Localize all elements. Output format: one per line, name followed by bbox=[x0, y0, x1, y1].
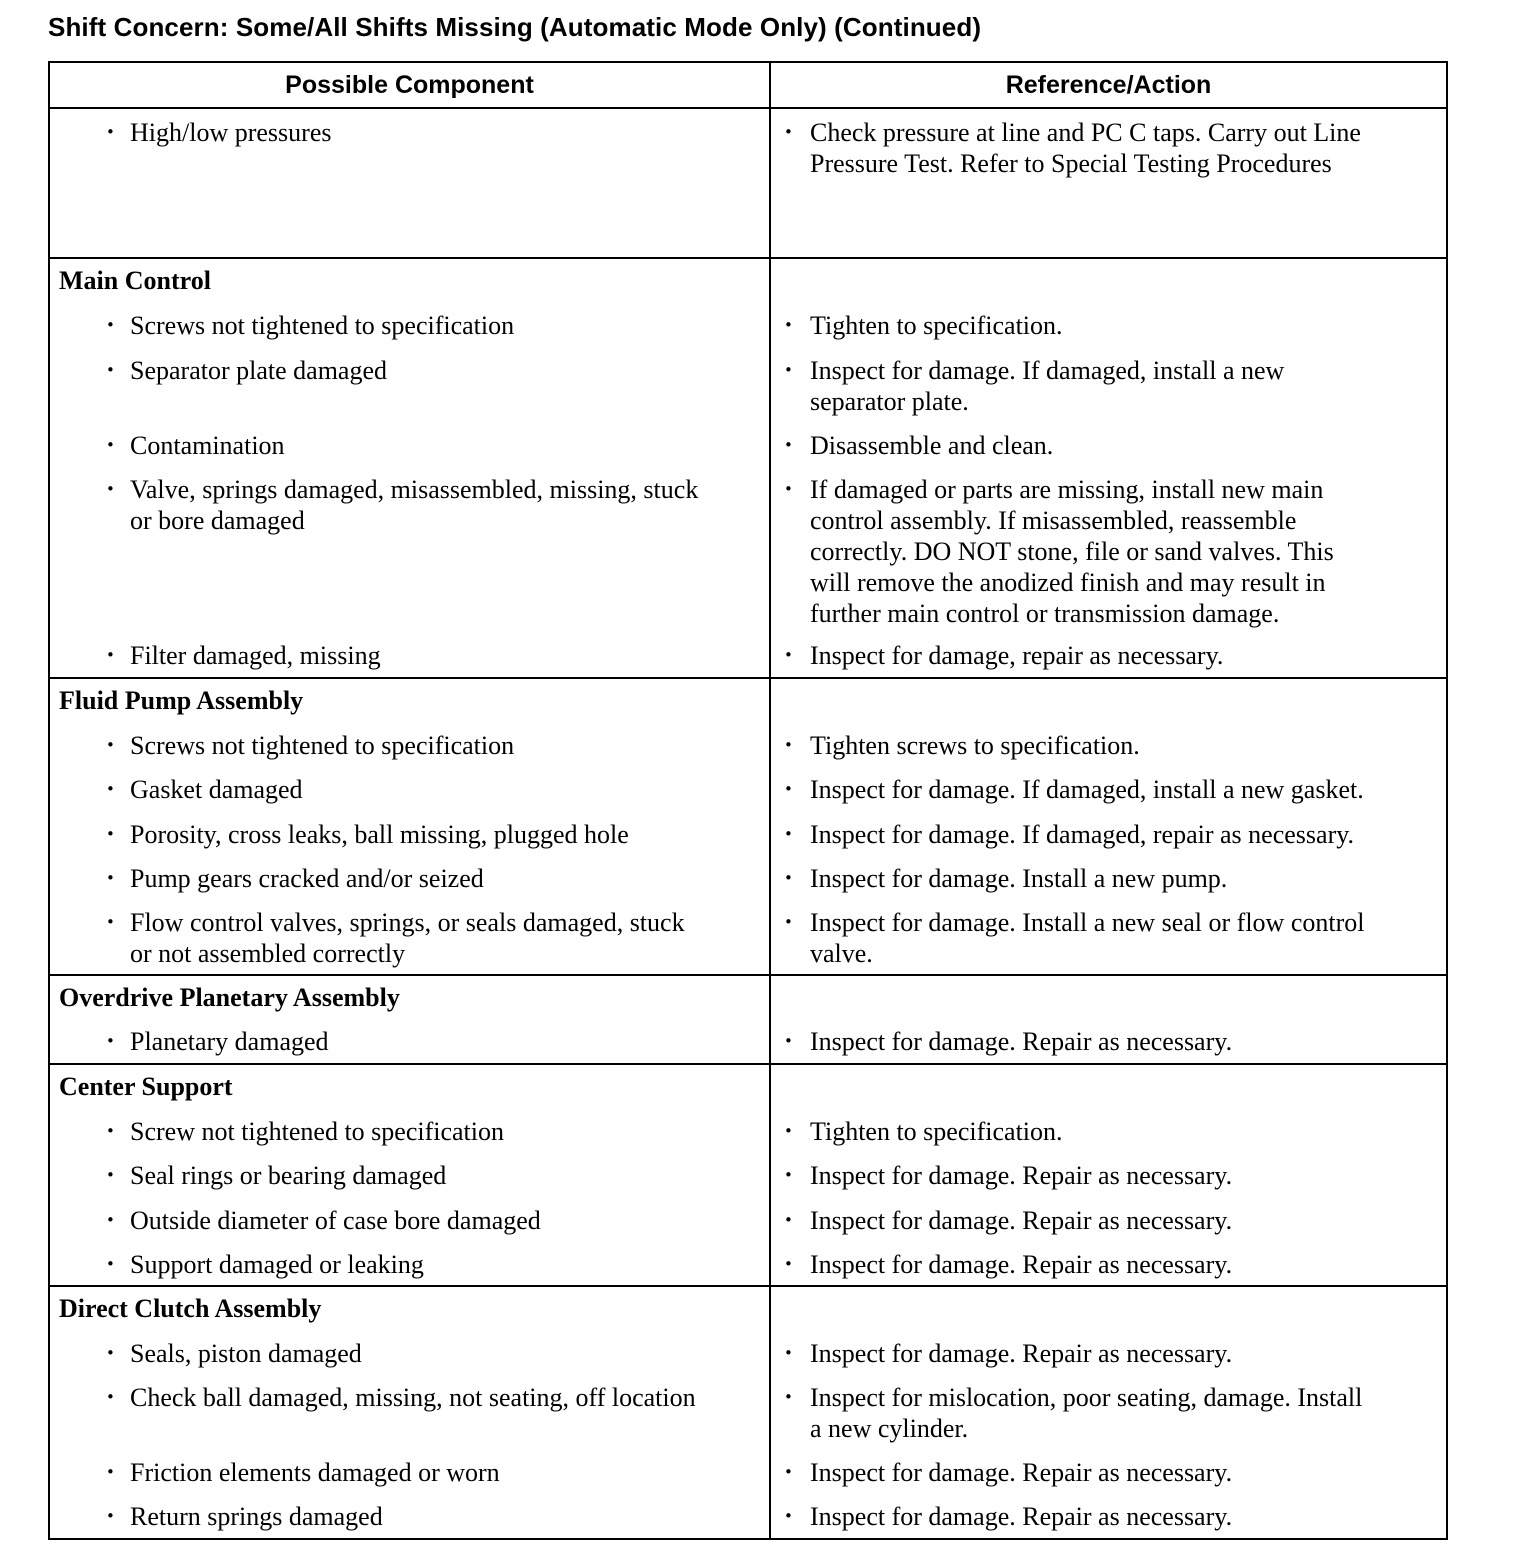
page-title: Shift Concern: Some/All Shifts Missing (Automatic Mode Only) (Continued) bbox=[48, 12, 982, 42]
component-item: • Porosity, cross leaks, ball missing, plugged hole bbox=[106, 820, 629, 849]
bullet-icon: • bbox=[106, 480, 115, 498]
component-item: • Filter damaged, missing bbox=[106, 641, 381, 670]
action-item: • Tighten to specification. bbox=[784, 1117, 1063, 1146]
bullet-icon: • bbox=[784, 1388, 793, 1406]
bullet-icon: • bbox=[784, 646, 793, 664]
bullet-icon: • bbox=[784, 1032, 793, 1050]
component-item: • Pump gears cracked and/or seized bbox=[106, 864, 484, 893]
bullet-icon: • bbox=[784, 1255, 793, 1273]
component-item: • Outside diameter of case bore damaged bbox=[106, 1206, 541, 1235]
action-item: • Inspect for damage. Repair as necessary. bbox=[784, 1250, 1233, 1279]
bullet-icon: • bbox=[784, 1122, 793, 1140]
component-item: • Separator plate damaged bbox=[106, 356, 387, 385]
action-item: • Inspect for damage. Repair as necessary. bbox=[784, 1206, 1233, 1235]
component-item: • Seals, piston damaged bbox=[106, 1339, 362, 1368]
bullet-icon: • bbox=[106, 1255, 115, 1273]
section-overdrive-planetary bbox=[50, 976, 1446, 1065]
action-item: • Disassemble and clean. bbox=[784, 431, 1054, 460]
component-item: • Contamination bbox=[106, 431, 285, 460]
section-title: Overdrive Planetary Assembly bbox=[59, 983, 400, 1012]
bullet-icon: • bbox=[784, 780, 793, 798]
action-item: • Inspect for damage, repair as necessary. bbox=[784, 641, 1224, 670]
action-item: • Tighten to specification. bbox=[784, 311, 1063, 340]
action-item: • Inspect for damage. Repair as necessary. bbox=[784, 1161, 1233, 1190]
action-item: • Inspect for damage. If damaged, install a new gasket. bbox=[784, 775, 1364, 804]
action-item: • Inspect for damage. Repair as necessary. bbox=[784, 1502, 1233, 1531]
action-item: • Inspect for damage. If damaged, install a new separator plate. bbox=[784, 356, 1285, 416]
bullet-icon: • bbox=[106, 1166, 115, 1184]
bullet-icon: • bbox=[106, 1507, 115, 1525]
bullet-icon: • bbox=[784, 825, 793, 843]
component-item: • Friction elements damaged or worn bbox=[106, 1458, 500, 1487]
bullet-icon: • bbox=[106, 436, 115, 454]
bullet-icon: • bbox=[784, 869, 793, 887]
component-item: • Support damaged or leaking bbox=[106, 1250, 424, 1279]
component-item: • Screws not tightened to specification bbox=[106, 731, 515, 760]
bullet-icon: • bbox=[106, 316, 115, 334]
action-item: • Inspect for damage. Repair as necessary. bbox=[784, 1458, 1233, 1487]
action-item: • Inspect for mislocation, poor seating, damage. Install a new cylinder. bbox=[784, 1383, 1363, 1443]
action-item: • Check pressure at line and PC C taps. Carry out Line Pressure Test. Refer to Special Testing Procedures bbox=[784, 118, 1361, 178]
action-item: • Inspect for damage. Repair as necessary. bbox=[784, 1027, 1233, 1056]
bullet-icon: • bbox=[106, 825, 115, 843]
bullet-icon: • bbox=[784, 1344, 793, 1362]
component-item: • Check ball damaged, missing, not seating, off location bbox=[106, 1383, 696, 1412]
section-title: Main Control bbox=[59, 266, 211, 295]
table-header bbox=[50, 63, 1446, 109]
bullet-icon: • bbox=[106, 123, 115, 141]
bullet-icon: • bbox=[784, 123, 793, 141]
bullet-icon: • bbox=[784, 1463, 793, 1481]
bullet-icon: • bbox=[106, 1388, 115, 1406]
component-item: • Planetary damaged bbox=[106, 1027, 329, 1056]
bullet-icon: • bbox=[784, 480, 793, 498]
component-item: • Seal rings or bearing damaged bbox=[106, 1161, 447, 1190]
section-title: Fluid Pump Assembly bbox=[59, 686, 304, 715]
action-item: • Inspect for damage. Repair as necessary. bbox=[784, 1339, 1233, 1368]
bullet-icon: • bbox=[106, 1463, 115, 1481]
bullet-icon: • bbox=[106, 869, 115, 887]
bullet-icon: • bbox=[784, 361, 793, 379]
bullet-icon: • bbox=[784, 316, 793, 334]
bullet-icon: • bbox=[106, 1344, 115, 1362]
bullet-icon: • bbox=[106, 646, 115, 664]
component-item: • Flow control valves, springs, or seals damaged, stuck or not assembled correctly bbox=[106, 908, 685, 968]
action-item: • Inspect for damage. If damaged, repair as necessary. bbox=[784, 820, 1355, 849]
header-reference-action: Reference/Action bbox=[1005, 70, 1212, 99]
section-direct-clutch bbox=[50, 1287, 1446, 1538]
diagnosis-table bbox=[48, 61, 1448, 1540]
section-pressures bbox=[50, 109, 1446, 259]
action-item: • If damaged or parts are missing, install new main control assembly. If misassembled, reassemble correctly. DO NOT stone, file or sand valves. This will remove the anodized finish and may result in further main control or transmission damage. bbox=[784, 475, 1334, 628]
section-main-control bbox=[50, 259, 1446, 679]
component-item: • Valve, springs damaged, misassembled, missing, stuck or bore damaged bbox=[106, 475, 699, 535]
bullet-icon: • bbox=[784, 1211, 793, 1229]
bullet-icon: • bbox=[106, 361, 115, 379]
component-item: • Screws not tightened to specification bbox=[106, 311, 515, 340]
component-item: • Screw not tightened to specification bbox=[106, 1117, 505, 1146]
action-item: • Inspect for damage. Install a new seal or flow control valve. bbox=[784, 908, 1365, 968]
bullet-icon: • bbox=[784, 1507, 793, 1525]
bullet-icon: • bbox=[784, 913, 793, 931]
bullet-icon: • bbox=[106, 1211, 115, 1229]
component-item: • Return springs damaged bbox=[106, 1502, 383, 1531]
section-title: Direct Clutch Assembly bbox=[59, 1294, 322, 1323]
bullet-icon: • bbox=[106, 913, 115, 931]
action-item: • Tighten screws to specification. bbox=[784, 731, 1140, 760]
bullet-icon: • bbox=[784, 1166, 793, 1184]
header-possible-component: Possible Component bbox=[50, 63, 771, 107]
bullet-icon: • bbox=[106, 736, 115, 754]
component-item: • High/low pressures bbox=[106, 118, 332, 147]
bullet-icon: • bbox=[106, 780, 115, 798]
section-fluid-pump bbox=[50, 679, 1446, 976]
bullet-icon: • bbox=[784, 436, 793, 454]
section-center-support bbox=[50, 1065, 1446, 1287]
bullet-icon: • bbox=[106, 1032, 115, 1050]
component-item: • Gasket damaged bbox=[106, 775, 303, 804]
bullet-icon: • bbox=[784, 736, 793, 754]
action-item: • Inspect for damage. Install a new pump. bbox=[784, 864, 1228, 893]
section-title: Center Support bbox=[59, 1072, 233, 1101]
bullet-icon: • bbox=[106, 1122, 115, 1140]
